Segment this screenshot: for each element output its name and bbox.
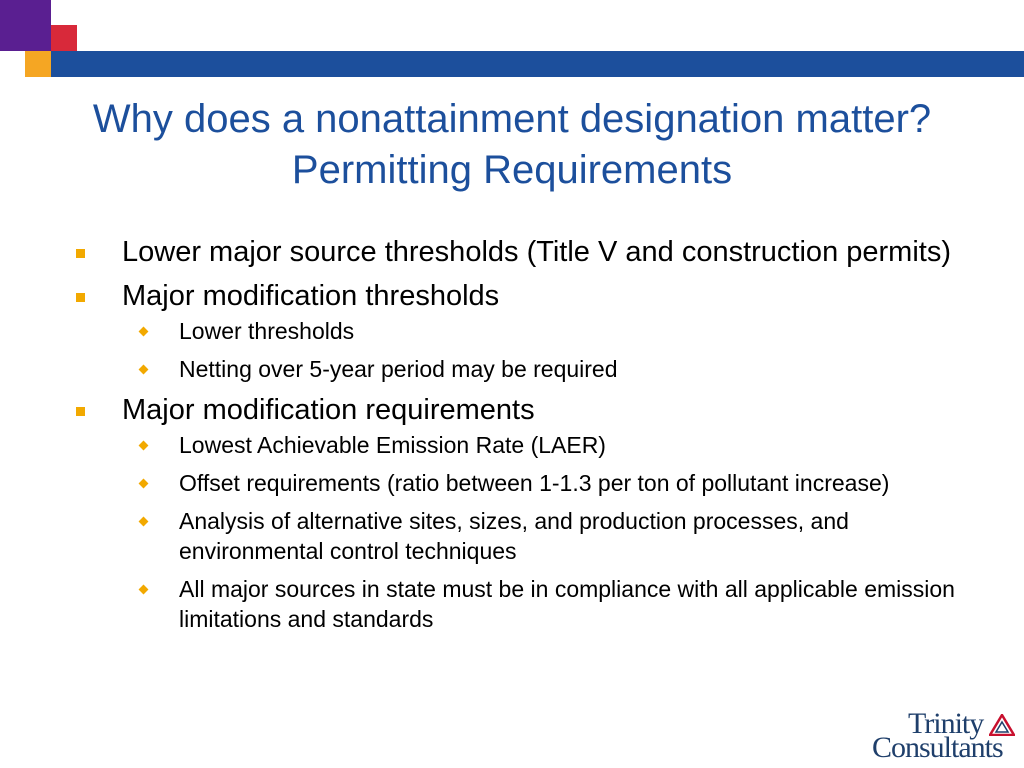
diamond-bullet-icon — [139, 479, 149, 489]
sub-bullet-item — [74, 316, 974, 346]
bullet-text: Major modification requirements — [122, 394, 535, 426]
logo-text-line1: Trinity — [908, 707, 984, 740]
square-bullet-icon — [76, 249, 85, 258]
sub-bullet-list — [122, 316, 974, 384]
sub-bullet-text: Offset requirements (ratio between 1-1.3 per ton of pollutant increase) — [179, 470, 890, 496]
decor-square-orange — [25, 51, 51, 77]
slide-title-line1: Why does a nonattainment designation matter? — [92, 97, 932, 141]
sub-bullet-item — [74, 468, 974, 498]
sub-bullet-item — [74, 506, 974, 566]
bullet-item — [74, 234, 974, 270]
bullet-item — [74, 392, 974, 634]
square-bullet-icon — [76, 407, 85, 416]
diamond-bullet-icon — [139, 327, 149, 337]
diamond-bullet-icon — [139, 365, 149, 375]
square-bullet-icon — [76, 293, 85, 302]
sub-bullet-list — [122, 430, 974, 634]
header-bar — [51, 51, 1024, 77]
sub-bullet-item — [74, 430, 974, 460]
sub-bullet-text: Lower thresholds — [179, 318, 355, 344]
sub-bullet-text: Netting over 5-year period may be required — [179, 356, 618, 382]
sub-bullet-text: Lowest Achievable Emission Rate (LAER) — [179, 432, 606, 458]
diamond-bullet-icon — [139, 517, 149, 527]
diamond-bullet-icon — [139, 585, 149, 595]
sub-bullet-item — [74, 574, 974, 634]
diamond-bullet-icon — [139, 441, 149, 451]
bullet-text: Major modification thresholds — [122, 280, 500, 312]
slide-title — [0, 94, 1024, 196]
decor-square-red — [51, 25, 77, 51]
bullet-text: Lower major source thresholds (Title V and construction permits) — [122, 236, 951, 268]
sub-bullet-text: All major sources in state must be in compliance with all applicable emission limitations and standards — [179, 576, 955, 632]
slide-title-line2: Permitting Requirements — [291, 148, 733, 192]
sub-bullet-text: Analysis of alternative sites, sizes, and production processes, and environmental control techniques — [179, 508, 849, 564]
sub-bullet-item — [74, 354, 974, 384]
bullet-item — [74, 278, 974, 384]
trinity-consultants-logo — [870, 708, 1020, 766]
decor-square-purple — [0, 0, 51, 51]
logo-text-line2: Consultants — [872, 731, 1003, 764]
bullet-list — [74, 234, 974, 642]
